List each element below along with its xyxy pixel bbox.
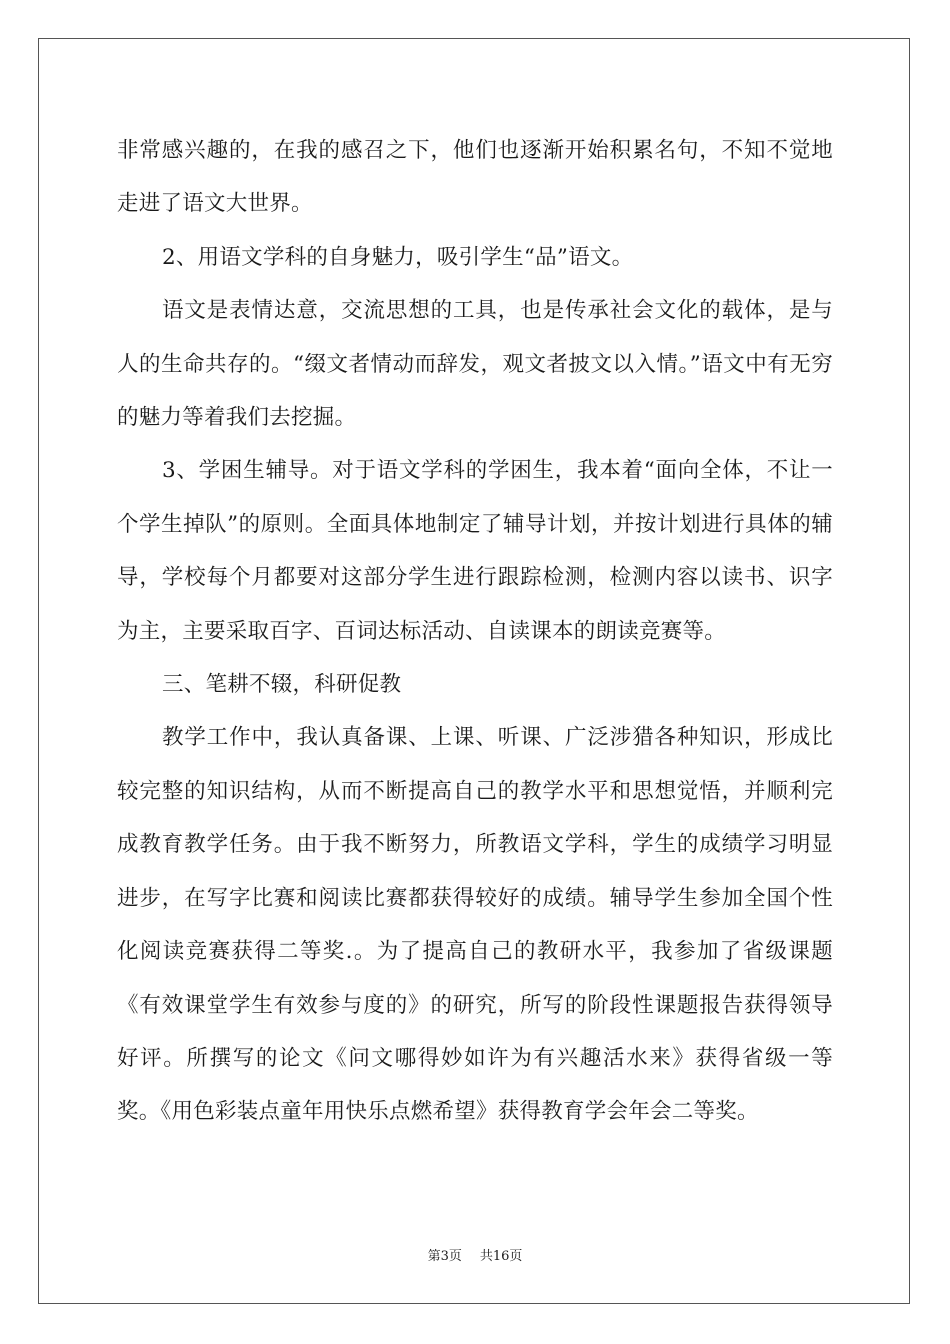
paragraph: 3、学困生辅导。对于语文学科的学困生，我本着“面向全体，不让一个学生掉队”的原则。全面具体地制定了辅导计划，并按计划进行具体的辅导，学校每个月都要对这部分学生进行跟踪检测，检测内容以读书、识字为主，主要采取百字、百词达标活动、自读课本的朗读竞赛等。	[117, 458, 833, 644]
paragraph: 非常感兴趣的，在我的感召之下，他们也逐渐开始积累名句，不知不觉地走进了语文大世界。	[117, 138, 833, 217]
paragraph: 2、用语文学科的自身魅力，吸引学生“品”语文。	[162, 244, 634, 270]
paragraph: 语文是表情达意，交流思想的工具，也是传承社会文化的载体，是与人的生命共存的。“缀文者情动而辞发，观文者披文以入情。”语文中有无穷的魅力等着我们去挖掘。	[117, 298, 833, 431]
page-footer	[0, 1245, 950, 1264]
page-number: 第3页	[427, 1249, 462, 1264]
page-total: 共16页	[479, 1249, 523, 1264]
section-heading: 三、笔耕不辍，科研促教	[162, 672, 402, 698]
paragraph: 教学工作中，我认真备课、上课、听课、广泛涉猎各种知识，形成比较完整的知识结构，从而不断提高自己的教学水平和思想觉悟，并顺利完成教育教学任务。由于我不断努力，所教语文学科，学生的成绩学习明显进步，在写字比赛和阅读比赛都获得较好的成绩。辅导学生参加全国个性化阅读竞赛获得二等奖.。为了提高自己的教研水平，我参加了省级课题《有效课堂学生有效参与度的》的研究，所写的阶段性课题报告获得领导好评。所撰写的论文《问文哪得妙如许为有兴趣活水来》获得省级一等奖。《用色彩装点童年用快乐点燃希望》获得教育学会年会二等奖。	[117, 725, 833, 1125]
document-body	[117, 124, 833, 1139]
